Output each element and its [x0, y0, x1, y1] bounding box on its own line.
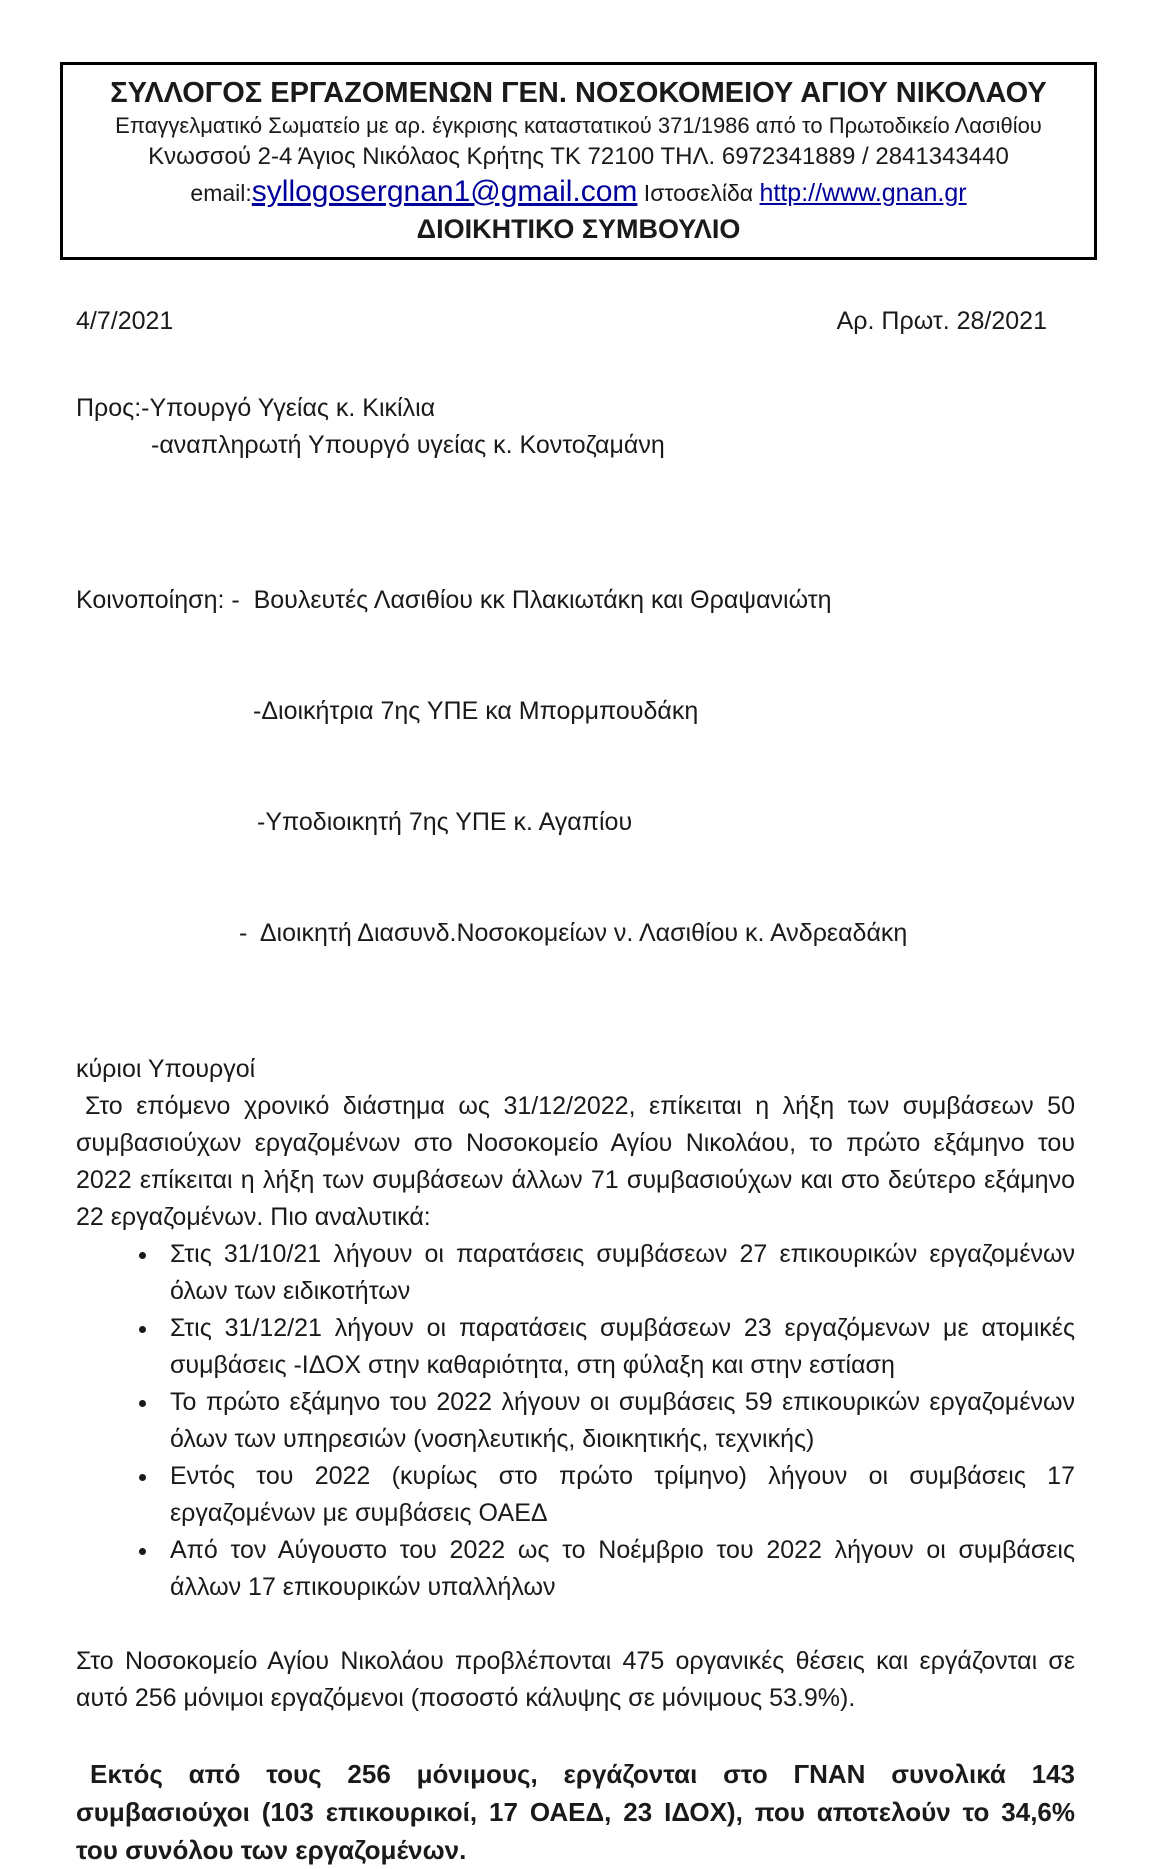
- address-phone-line: Κνωσσού 2-4 Άγιος Νικόλαος Κρήτης ΤΚ 72100 ΤΗΛ. 6972341889 / 2841343440: [148, 143, 1009, 170]
- bullet-item: • Το πρώτο εξάμηνο του 2022 λήγουν οι συμβάσεις 59 επικουρικών εργαζομένων όλων των υπηρεσιών (νοσηλευτικής, διοικητικής, τεχνικής): [160, 1384, 1075, 1458]
- cc-line-3: -Υποδιοικητή 7ης ΥΠΕ κ. Αγαπίου: [257, 808, 633, 836]
- salutation: κύριοι Υπουργοί: [76, 1055, 256, 1083]
- board-title: ΔΙΟΙΚΗΤΙΚΟ ΣΥΜΒΟΥΛΙΟ: [416, 214, 741, 244]
- protocol-number: Αρ. Πρωτ. 28/2021: [836, 307, 1047, 335]
- bullet-item: • Στις 31/12/21 λήγουν οι παρατάσεις συμβάσεων 23 εργαζόμενων με ατομικές συμβάσεις -ΙΔΟΧ στην καθαριότητα, στη φύλαξη και στην εστίαση: [160, 1310, 1075, 1384]
- bullet-item: • Εντός του 2022 (κυρίως στο πρώτο τρίμηνο) λήγουν οι συμβάσεις 17 εργαζομένων με συμβάσεις ΟΑΕΔ: [160, 1458, 1075, 1532]
- bullet-list: [76, 1236, 1075, 1606]
- cc-line-1: Κοινοποίηση: - Βουλευτές Λασιθίου κκ Πλακιωτάκη και Θραψανιώτη: [76, 586, 832, 614]
- recipient-line-2: -αναπληρωτή Υπουργό υγείας κ. Κοντοζαμάνη: [151, 431, 665, 459]
- meta-row: [76, 304, 1075, 338]
- intro-paragraph: Στο επόμενο χρονικό διάστημα ως 31/12/2022, επίκειται η λήξη των συμβάσεων 50 συμβασιούχων εργαζομένων στο Νοσοκομείο Αγίου Νικολάου, το πρώτο εξάμηνο του 2022 επίκειται η λήξη των συμβάσεων άλλων 71 συμβασιούχων και στο δεύτερο εξάμηνο 22 εργαζομένων. Πιο αναλυτικά:: [76, 1092, 1075, 1231]
- registration-line: Επαγγελματικό Σωματείο με αρ. έγκρισης καταστατικού 371/1986 από το Πρωτοδικείο Λασιθίου: [115, 113, 1042, 138]
- union-name: ΣΥΛΛΟΓΟΣ ΕΡΓΑΖΟΜΕΝΩΝ ΓΕΝ. ΝΟΣΟΚΟΜΕΙΟΥ ΑΓΙΟΥ ΝΙΚΟΛΑΟΥ: [110, 77, 1047, 109]
- contact-line: [73, 173, 1084, 212]
- bullet-item: • Στις 31/10/21 λήγουν οι παρατάσεις συμβάσεων 27 επικουρικών εργαζομένων όλων των ειδικοτήτων: [160, 1236, 1075, 1310]
- cc-line-2: -Διοικήτρια 7ης ΥΠΕ κα Μπορμπουδάκη: [253, 697, 699, 725]
- email-label: email:: [190, 180, 252, 206]
- cc-line-4: - Διοικητή Διασυνδ.Νοσοκομείων ν. Λασιθίου κ. Ανδρεαδάκη: [239, 919, 908, 947]
- email-link[interactable]: syllogosergnan1@gmail.com: [251, 175, 638, 208]
- letter-date: 4/7/2021: [76, 307, 174, 335]
- union-letterhead: [60, 62, 1097, 260]
- website-label: Ιστοσελίδα: [637, 180, 760, 206]
- bullet-item: • Από τον Αύγουστο του 2022 ως το Νοέμβριο του 2022 λήγουν οι συμβάσεις άλλων 17 επικουρικών υπαλλήλων: [160, 1532, 1075, 1606]
- recipient-line-1: Προς:-Υπουργό Υγείας κ. Κικίλια: [76, 394, 436, 422]
- website-link[interactable]: http://www.gnan.gr: [759, 179, 967, 207]
- contract-summary-paragraph: Εκτός από τους 256 μόνιμους, εργάζονται στο ΓΝΑΝ συνολικά 143 συμβασιούχοι (103 επικουρικοί, 17 ΟΑΕΔ, 23 ΙΔΟΧ), που αποτελούν το 34,6% του συνόλου των εργαζομένων.: [76, 1759, 1075, 1865]
- recipients-to-block: [76, 390, 1075, 464]
- staffing-paragraph: Στο Νοσοκομείο Αγίου Νικολάου προβλέπονται 475 οργανικές θέσεις και εργάζονται σε αυτό 256 μόνιμοι εργαζόμενοι (ποσοστό κάλυψης σε μόνιμους 53.9%).: [76, 1647, 1075, 1712]
- recipients-cc-block: [76, 508, 1075, 1026]
